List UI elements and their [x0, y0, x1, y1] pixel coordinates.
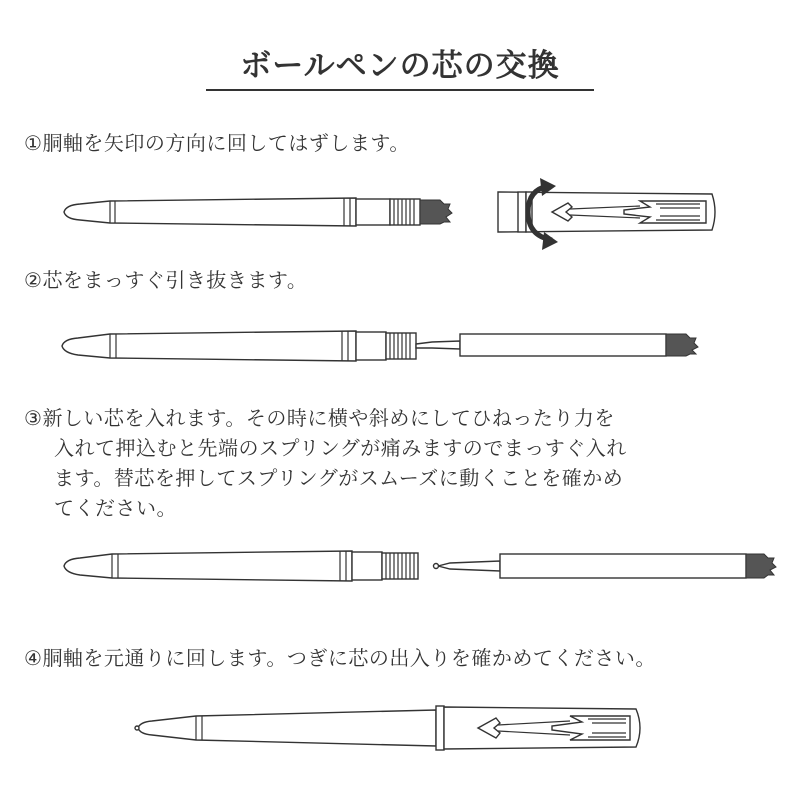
step-4-illustration [0, 690, 800, 760]
step-1-illustration [0, 170, 800, 260]
page-title: ボールペンの芯の交換 [240, 48, 560, 84]
step-2-illustration [0, 310, 800, 380]
step-3 [24, 403, 784, 523]
step-3-line-3: ます。替芯を押してスプリングがスムーズに動くことを確かめ [54, 466, 624, 490]
step-2-number: ② [24, 268, 43, 292]
step-4-number: ④ [24, 646, 43, 670]
step-3-line-4: てください。 [54, 496, 177, 520]
step-3-line-2: 入れて押込むと先端のスプリングが痛みますのでまっすぐ入れ [54, 436, 627, 460]
step-1-text: 胴軸を矢印の方向に回してはずします。 [42, 131, 410, 155]
step-4-text: 胴軸を元通りに回します。つぎに芯の出入りを確かめてください。 [42, 646, 656, 670]
title-underline [206, 89, 594, 91]
step-3-illustration [0, 540, 800, 600]
step-1-number: ① [24, 131, 43, 155]
step-3-number: ③ [24, 406, 43, 430]
step-1 [24, 128, 784, 158]
step-4 [24, 643, 784, 673]
step-2 [24, 265, 784, 295]
step-3-line-1: 新しい芯を入れます。その時に横や斜めにしてひねったり力を [42, 406, 615, 430]
step-2-text: 芯をまっすぐ引き抜きます。 [42, 268, 308, 292]
